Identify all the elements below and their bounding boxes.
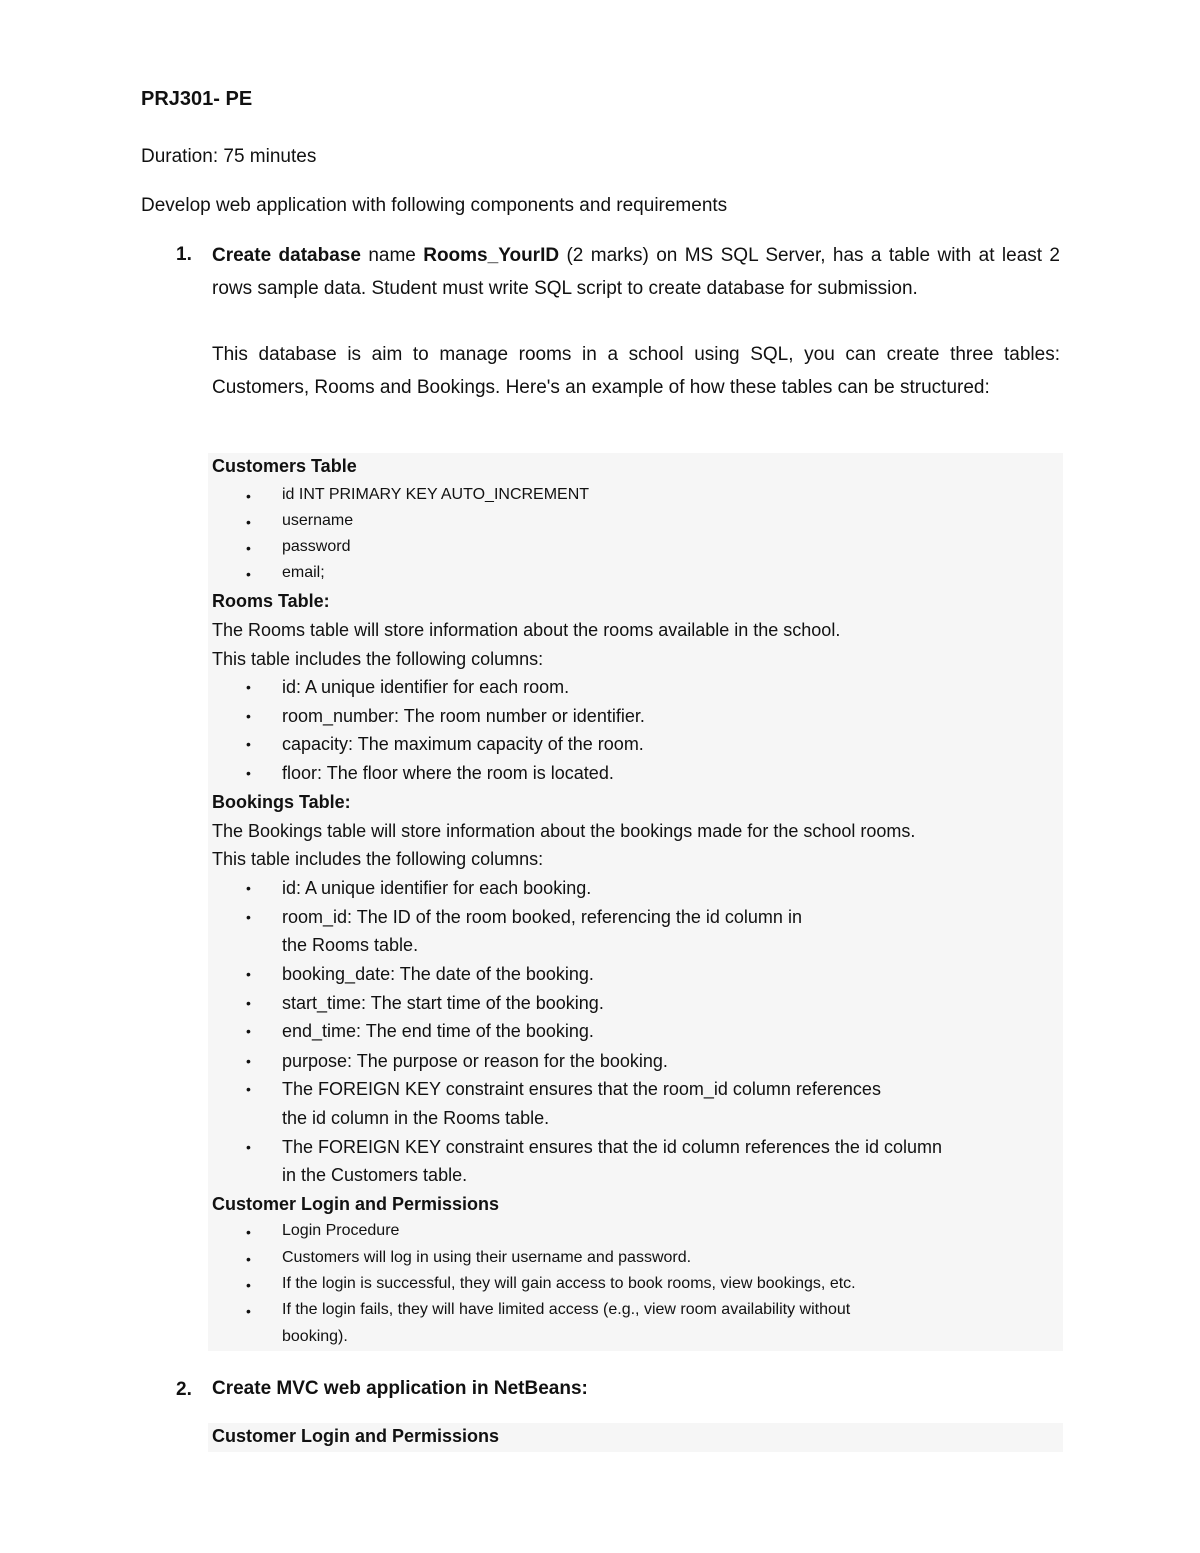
section-1-text-b: (2 marks) on MS SQL Server, has a table with at least 2 rows sample data. Student must write SQL script to create database for submission. bbox=[212, 245, 1060, 299]
section-2-heading: Create MVC web application in NetBeans: bbox=[212, 1378, 588, 1399]
bookings-item: booking_date: The date of the booking. bbox=[282, 964, 594, 984]
bullet: • bbox=[246, 1277, 251, 1293]
login-item: If the login fails, they will have limited access (e.g., view room availability without bbox=[282, 1301, 851, 1318]
bookings-item-continued: the id column in the Rooms table. bbox=[282, 1108, 550, 1128]
schema-shaded-box bbox=[208, 453, 1063, 1351]
section-1-bold-dbname: Rooms_YourID bbox=[423, 245, 560, 266]
login-item-continued: booking). bbox=[282, 1328, 348, 1345]
bullet: • bbox=[246, 909, 251, 925]
bookings-desc: The Bookings table will store information about the bookings made for the school rooms. bbox=[212, 821, 916, 841]
bookings-item: room_id: The ID of the room booked, referencing the id column in bbox=[282, 907, 802, 927]
bookings-heading: Bookings Table: bbox=[212, 792, 351, 812]
section-2-subheading: Customer Login and Permissions bbox=[212, 1426, 500, 1446]
login-item: Login Procedure bbox=[282, 1222, 400, 1239]
bookings-item: end_time: The end time of the booking. bbox=[282, 1021, 594, 1041]
duration-text: Duration: 75 minutes bbox=[141, 146, 317, 167]
section-2-number: 2. bbox=[176, 1379, 192, 1400]
bullet: • bbox=[246, 540, 251, 556]
bullet: • bbox=[246, 514, 251, 530]
rooms-item: capacity: The maximum capacity of the room. bbox=[282, 734, 644, 754]
bullet: • bbox=[246, 566, 251, 582]
bullet: • bbox=[246, 1251, 251, 1267]
bullet: • bbox=[246, 1303, 251, 1319]
bullet: • bbox=[246, 966, 251, 982]
bookings-desc: This table includes the following columns: bbox=[212, 849, 544, 869]
customers-heading: Customers Table bbox=[212, 456, 357, 476]
bullet: • bbox=[246, 1139, 251, 1155]
bullet: • bbox=[246, 1053, 251, 1069]
section-1-text-a: name bbox=[360, 245, 424, 266]
rooms-desc: This table includes the following columns: bbox=[212, 649, 544, 669]
document-title: PRJ301- PE bbox=[141, 88, 253, 110]
bullet: • bbox=[246, 1224, 251, 1240]
bullet: • bbox=[246, 880, 251, 896]
bookings-item: The FOREIGN KEY constraint ensures that the id column references the id column bbox=[282, 1137, 942, 1157]
bullet: • bbox=[246, 1081, 251, 1097]
section-1-description: This database is aim to manage rooms in a school using SQL, you can create three tables: Customers, Rooms and Bookings. Here's an example of how these tables can be structured: bbox=[212, 344, 1060, 398]
bookings-item: start_time: The start time of the booking. bbox=[282, 993, 604, 1013]
bookings-item-continued: in the Customers table. bbox=[282, 1165, 468, 1185]
section-1-number: 1. bbox=[176, 244, 192, 265]
rooms-heading: Rooms Table: bbox=[212, 591, 330, 611]
rooms-item: floor: The floor where the room is located. bbox=[282, 763, 614, 783]
login-item: Customers will log in using their username and password. bbox=[282, 1249, 692, 1266]
bookings-item: The FOREIGN KEY constraint ensures that the room_id column references bbox=[282, 1079, 881, 1099]
login-heading: Customer Login and Permissions bbox=[212, 1194, 500, 1214]
login-item: If the login is successful, they will gain access to book rooms, view bookings, etc. bbox=[282, 1275, 856, 1292]
rooms-item: id: A unique identifier for each room. bbox=[282, 677, 570, 697]
bullet: • bbox=[246, 765, 251, 781]
bullet: • bbox=[246, 488, 251, 504]
bullet: • bbox=[246, 708, 251, 724]
section-1-paragraph bbox=[212, 239, 1060, 305]
customers-item: password bbox=[282, 538, 351, 555]
bullet: • bbox=[246, 995, 251, 1011]
rooms-desc: The Rooms table will store information about the rooms available in the school. bbox=[212, 620, 841, 640]
rooms-item: room_number: The room number or identifier. bbox=[282, 706, 645, 726]
bullet: • bbox=[246, 679, 251, 695]
customers-item: id INT PRIMARY KEY AUTO_INCREMENT bbox=[282, 486, 590, 503]
bookings-item: id: A unique identifier for each booking. bbox=[282, 878, 592, 898]
customers-item: username bbox=[282, 512, 354, 529]
bookings-item: purpose: The purpose or reason for the booking. bbox=[282, 1051, 668, 1071]
bullet: • bbox=[246, 1023, 251, 1039]
section-1-bold-create: Create database bbox=[212, 245, 361, 266]
bullet: • bbox=[246, 736, 251, 752]
customers-item: email; bbox=[282, 564, 325, 581]
bookings-item-continued: the Rooms table. bbox=[282, 935, 419, 955]
intro-text: Develop web application with following components and requirements bbox=[141, 195, 728, 216]
